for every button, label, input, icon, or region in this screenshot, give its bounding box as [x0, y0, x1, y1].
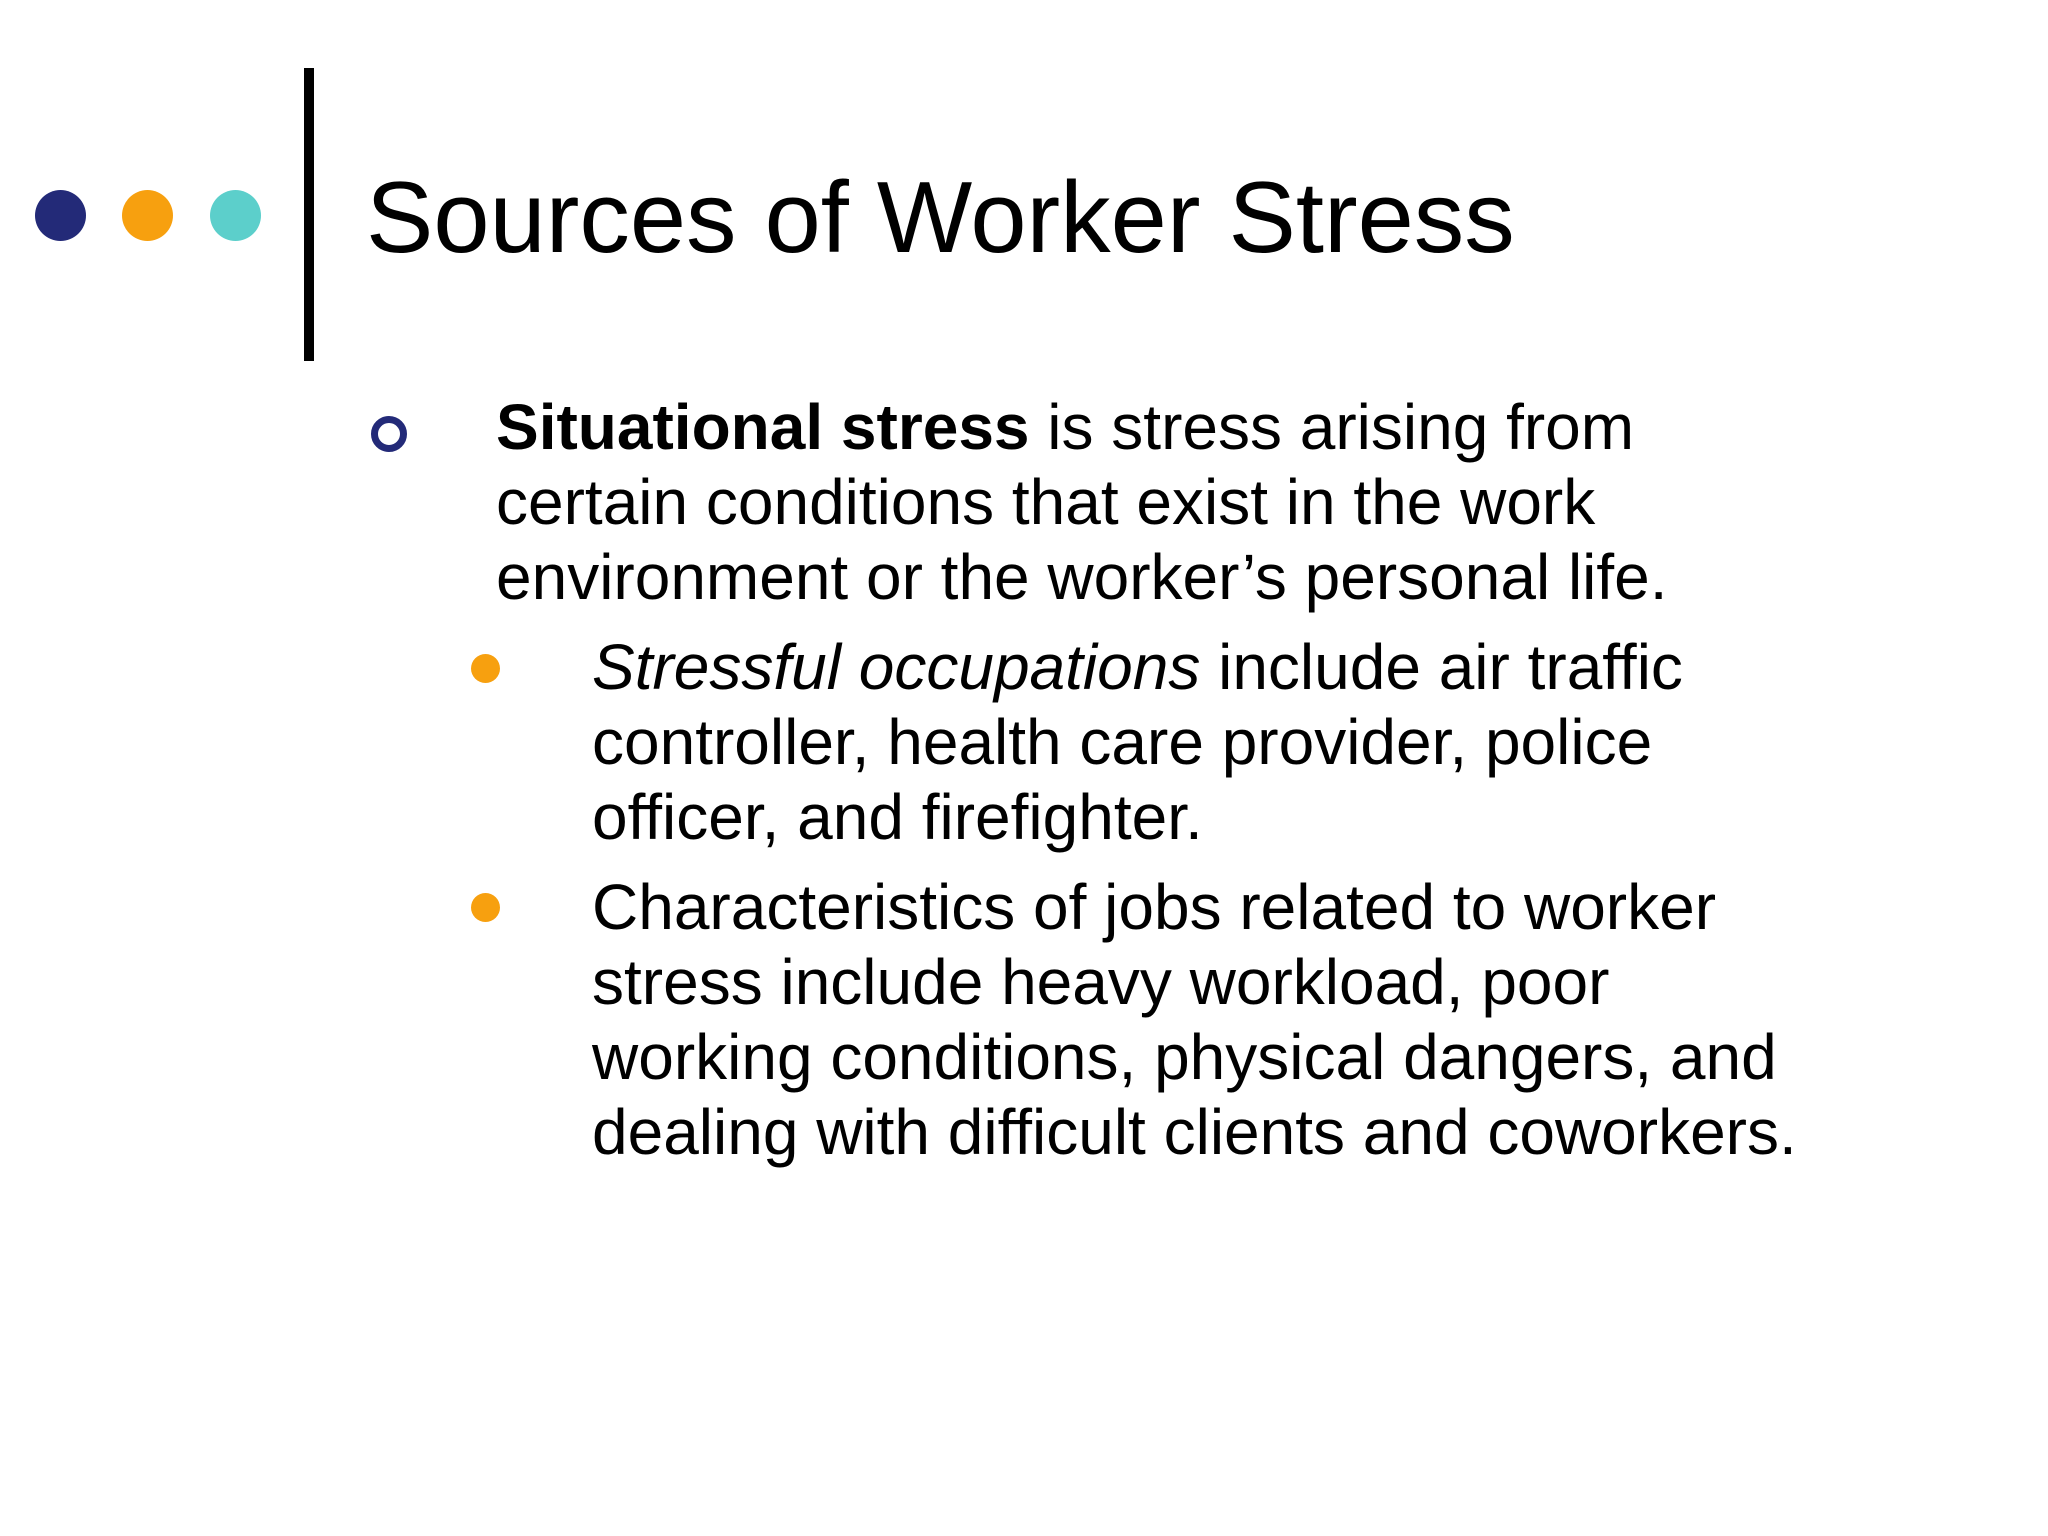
- bullet-dot-icon: [471, 654, 500, 683]
- decor-dot-orange: [122, 190, 173, 241]
- bullet-line: Characteristics of jobs related to worker: [592, 871, 1716, 943]
- bullet-line: [592, 630, 1683, 705]
- bold-term: Situational stress: [496, 391, 1030, 463]
- decor-dot-navy: [35, 190, 86, 241]
- bullet-line: officer, and firefighter.: [592, 781, 1203, 853]
- decor-dot-teal: [210, 190, 261, 241]
- bullet-line: controller, health care provider, police: [592, 706, 1653, 778]
- text-segment: is stress arising from: [1029, 391, 1635, 463]
- bullet-situational-stress: [496, 390, 1668, 615]
- bullet-line: certain conditions that exist in the work: [496, 466, 1596, 538]
- title-divider: [304, 68, 314, 361]
- sub-bullet-job-characteristics: [592, 870, 1797, 1170]
- slide-title: Sources of Worker Stress: [366, 162, 1515, 274]
- bullet-line: environment or the worker’s personal life.: [496, 541, 1668, 613]
- bullet-line: working conditions, physical dangers, and: [592, 1021, 1777, 1093]
- text-segment: include air traffic: [1200, 631, 1683, 703]
- italic-term: Stressful occupations: [592, 631, 1201, 703]
- bullet-line: dealing with difficult clients and coworkers.: [592, 1096, 1797, 1168]
- sub-bullet-stressful-occupations: [592, 630, 1683, 855]
- bullet-line: stress include heavy workload, poor: [592, 946, 1610, 1018]
- bullet-dot-icon: [471, 893, 500, 922]
- bullet-line: [496, 390, 1668, 465]
- bullet-ring-icon: [371, 416, 407, 452]
